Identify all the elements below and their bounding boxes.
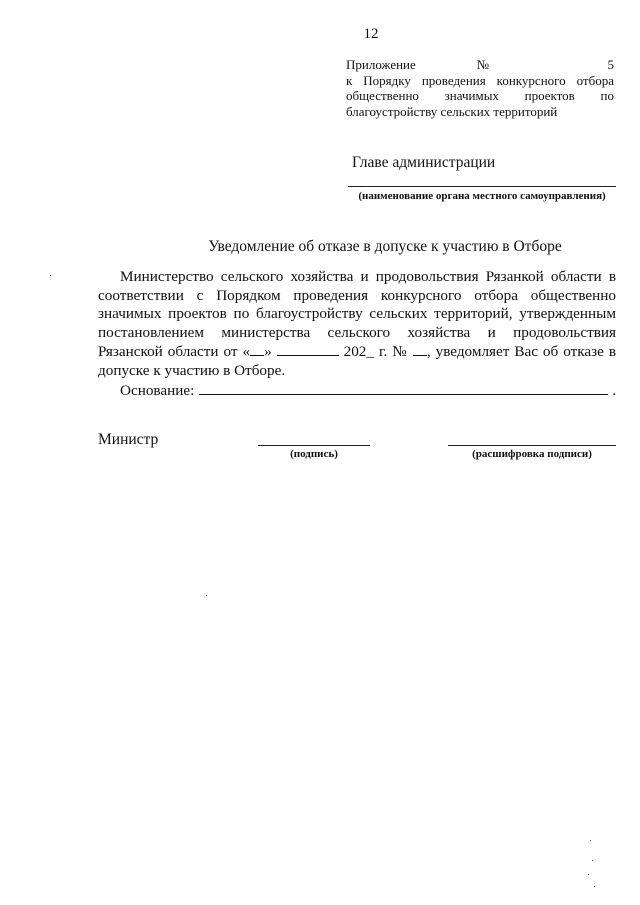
addressee-title: Главе администрации bbox=[352, 154, 496, 171]
number-blank bbox=[413, 342, 427, 356]
scan-speck bbox=[592, 860, 593, 861]
notice-title: Уведомление об отказе в допуске к участию в Отборе bbox=[208, 238, 562, 255]
signer-title: Министр bbox=[98, 431, 159, 448]
scan-speck bbox=[206, 595, 207, 596]
addressee-caption: (наименование органа местного самоуправления) bbox=[358, 190, 606, 202]
page-number: 12 bbox=[363, 26, 379, 42]
signature-line bbox=[258, 445, 370, 446]
appendix-line: Приложение № 5 bbox=[346, 57, 614, 72]
day-blank bbox=[250, 342, 264, 356]
basis-end: . bbox=[612, 381, 616, 399]
appendix-line: общественно значимых проектов по bbox=[346, 88, 614, 103]
scan-speck bbox=[594, 886, 595, 887]
addressee-blank-line bbox=[348, 186, 616, 187]
scan-speck bbox=[50, 275, 51, 276]
basis-row bbox=[98, 381, 616, 401]
notice-paragraph bbox=[98, 268, 616, 381]
notice-day-close: » bbox=[264, 343, 272, 361]
scan-speck bbox=[588, 874, 589, 875]
scan-speck bbox=[590, 840, 591, 841]
notice-text-before-date: Министерство сельского хозяйства и продовольствия Рязанкой области в соответствии с Порядком проведения конкурсного отбора общественно значимых проектов по благоустройству сельских территорий, утвержденным постановлением министерства сельского хозяйства и продовольствия Рязанской области от « bbox=[98, 268, 616, 361]
month-blank bbox=[277, 342, 339, 356]
notice-body bbox=[98, 268, 616, 400]
appendix-line: к Порядку проведения конкурсного отбора bbox=[346, 72, 614, 88]
notice-text-after-number: , уведомляет Вас об отказе в допуске к участию в Отборе. bbox=[98, 343, 617, 379]
signature-caption: (подпись) bbox=[290, 448, 338, 460]
appendix-header bbox=[346, 57, 614, 119]
appendix-line: благоустройству сельских территорий bbox=[346, 103, 558, 119]
basis-label: Основание: bbox=[120, 381, 195, 399]
notice-year-text: 202_ г. № bbox=[343, 343, 408, 361]
signature-transcript-line bbox=[448, 445, 616, 446]
basis-blank-line bbox=[199, 381, 608, 395]
signature-transcript-caption: (расшифровка подписи) bbox=[472, 448, 592, 460]
